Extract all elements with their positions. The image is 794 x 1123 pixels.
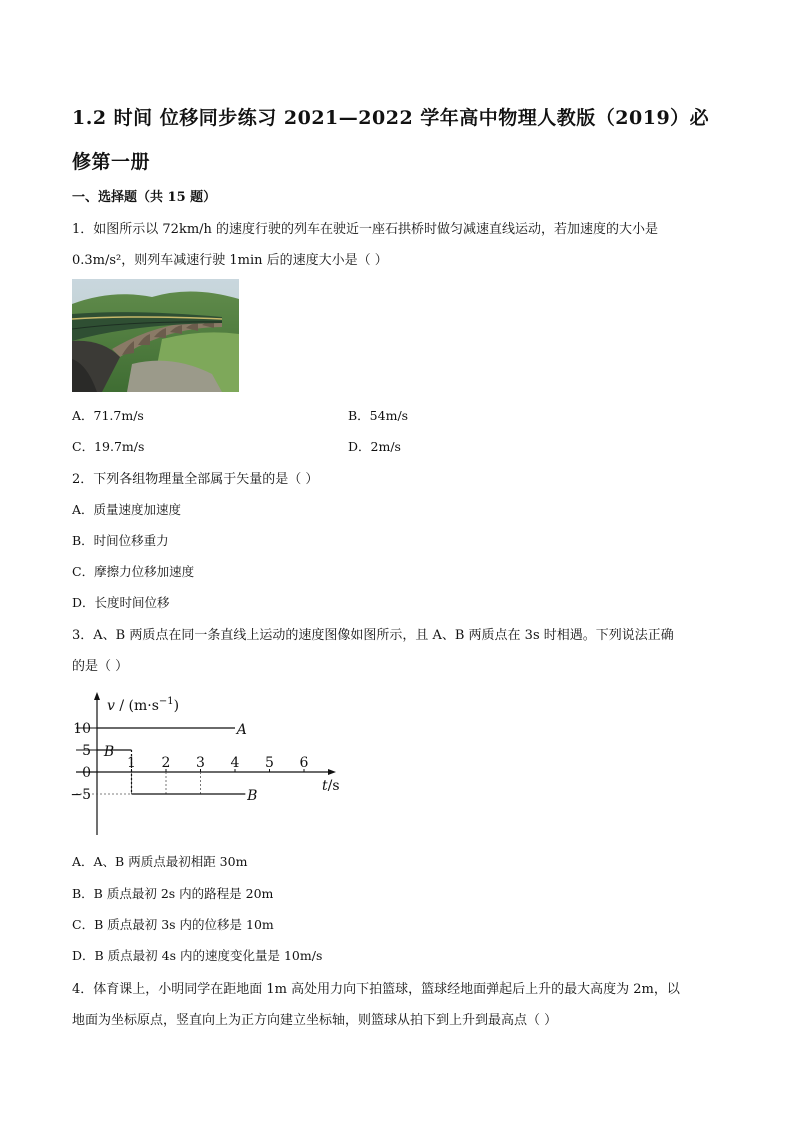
q2-option-d[interactable]: D．长度时间位移: [72, 595, 170, 610]
x-tick-label-6: 6: [299, 755, 309, 771]
x-tick-label-1: 1: [127, 755, 136, 771]
x-tick-label-5: 5: [265, 755, 274, 771]
velocity-time-graph: [70, 688, 350, 838]
q3-option-c[interactable]: C．B 质点最初 3s 内的位移是 10m: [72, 917, 274, 932]
q4-stem-line2: 地面为坐标原点，竖直向上为正方向建立坐标轴，则篮球从拍下到上升到最高点（ ）: [72, 1013, 558, 1028]
q1-option-c[interactable]: C．19.7m/s: [72, 439, 145, 454]
y-tick-label-2: 0: [82, 765, 91, 781]
q3-option-d[interactable]: D．B 质点最初 4s 内的速度变化量是 10m/s: [72, 948, 323, 963]
x-axis-label: t/s: [322, 778, 340, 794]
series-label-B-lower: B: [247, 788, 258, 804]
y-axis-arrow: [94, 692, 100, 700]
q2-option-c[interactable]: C．摩擦力位移加速度: [72, 564, 195, 579]
train-bridge-photo: [72, 279, 239, 392]
q3-stem-line2: 的是（ ）: [72, 659, 129, 674]
section-heading: 一、选择题（共 15 题）: [72, 190, 217, 205]
y-axis-label: $v / (m\cdot s^{-1})$: [107, 696, 180, 714]
q3-option-b[interactable]: B．B 质点最初 2s 内的路程是 20m: [72, 886, 274, 901]
x-tick-label-4: 4: [230, 755, 240, 771]
page-title-line2: 修第一册: [72, 151, 151, 173]
train-bridge-illustration: [72, 279, 239, 392]
y-tick-label-1: 5: [82, 743, 91, 759]
q3-option-a[interactable]: A．A、B 两质点最初相距 30m: [72, 854, 248, 869]
vt-chart-svg: [70, 688, 350, 838]
q1-stem-line2: 0.3m/s²，则列车减速行驶 1min 后的速度大小是（ ）: [72, 253, 388, 268]
x-axis-arrow: [328, 769, 336, 775]
q1-option-b[interactable]: B．54m/s: [348, 408, 409, 423]
q1-option-a[interactable]: A．71.7m/s: [72, 408, 144, 423]
page-title-line1: 1.2 时间 位移同步练习 2021—2022 学年高中物理人教版（2019）必: [72, 107, 710, 129]
q2-option-a[interactable]: A．质量速度加速度: [72, 502, 182, 517]
q1-stem-line1: 1．如图所示以 72km/h 的速度行驶的列车在驶近一座石拱桥时做匀减速直线运动，若加速度的大小是: [72, 222, 659, 237]
y-tick-label-0: 10: [73, 721, 91, 737]
q1-option-d[interactable]: D．2m/s: [348, 439, 401, 454]
x-tick-label-3: 3: [196, 755, 205, 771]
q4-stem-line1: 4．体育课上，小明同学在距地面 1m 高处用力向下拍篮球，篮球经地面弹起后上升的最大高度为 2m，以: [72, 982, 680, 997]
q2-option-b[interactable]: B．时间位移重力: [72, 533, 169, 548]
q3-stem-line1: 3．A、B 两质点在同一条直线上运动的速度图像如图所示，且 A、B 两质点在 3s 时相遇。下列说法正确: [72, 628, 674, 643]
q2-stem: 2．下列各组物理量全部属于矢量的是（ ）: [72, 472, 319, 487]
series-label-B-upper: B: [103, 744, 115, 760]
series-label-A: A: [236, 722, 247, 738]
x-tick-label-2: 2: [161, 755, 171, 771]
y-tick-label-3: −5: [70, 787, 91, 803]
